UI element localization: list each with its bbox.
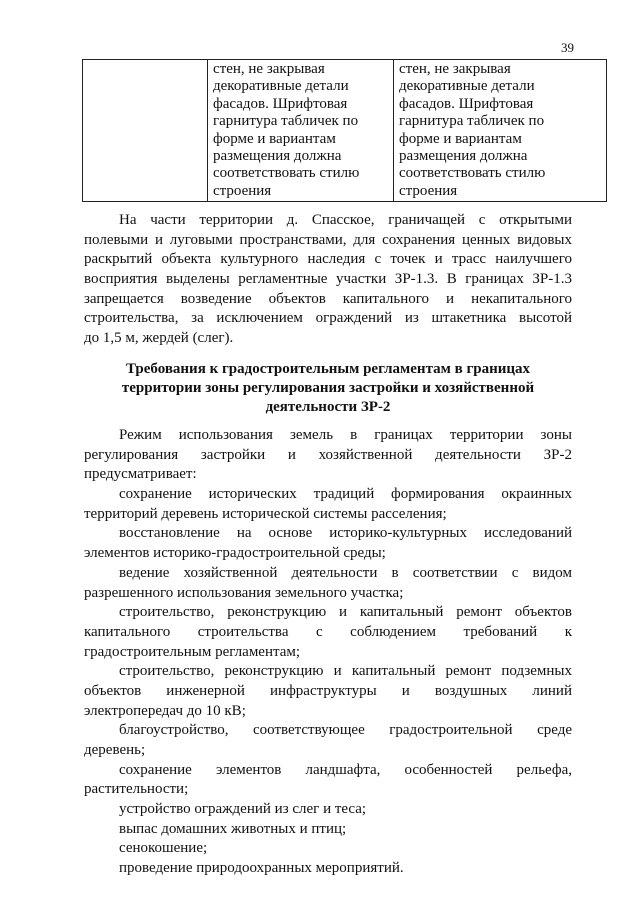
list-item-line: электропередач до 10 кВ; [84,702,246,719]
table-cell-requirement [394,60,607,202]
table-cell-line: размещения должна [213,148,342,165]
list-item-line: растительности; [84,781,189,798]
paragraph-line: предусматривает: [84,466,197,483]
paragraph-line: восприятия выделены регламентные участки ЗР-1.3. В границах ЗР-1.3 [84,271,572,288]
paragraph-line: полевыми и луговыми пространствами, для сохранения ценных видовых [84,231,572,248]
list-item-line: восстановление на основе историко-культурных исследований [119,525,572,542]
table-cell-line: декоративные детали [213,78,349,95]
paragraph-line: регулирования застройки и хозяйственной деятельности ЗР-2 [84,446,572,463]
table-cell-line: фасадов. Шрифтовая [213,95,348,112]
list-item-line: сенокошение; [119,840,208,857]
table-cell-line: стен, не закрывая [213,61,325,77]
paragraph-zr-2-regime [84,426,572,879]
list-item-line: градостроительным регламентам; [84,643,301,660]
page-number: 39 [561,40,574,55]
list-item-line: объектов инженерной инфраструктуры и воздушных линий [84,682,572,699]
list-item-line: строительство, реконструкцию и капитальный ремонт подземных [119,663,572,680]
heading-line: деятельности ЗР-2 [265,399,391,415]
paragraph-line: раскрытий объекта культурного наследия с точек и трасс наилучшего [84,251,572,268]
paragraph-line: до 1,5 м, жердей (слег). [84,330,234,347]
heading-line: Требования к градостроительным регламентам в границах [125,361,531,377]
table-cell-requirement [208,60,394,202]
section-heading [84,360,572,417]
table-cell-line: строения [399,182,458,199]
list-item-line: элементов историко-градостроительной среды; [84,545,386,562]
paragraph-line: строительства, за исключением ограждений из штакетника высотой [84,310,572,327]
table-cell-line: форме и вариантам [213,130,336,147]
list-item-line: благоустройство, соответствующее градостроительной среде [119,722,572,739]
table-cell-line: стен, не закрывая [399,61,511,77]
list-item-line: сохранение элементов ландшафта, особенностей рельефа, [119,761,572,778]
table-cell-empty [83,60,208,202]
list-item-line: деревень; [84,742,146,758]
table-row [83,60,607,202]
list-item-line: выпас домашних животных и птиц; [119,820,347,837]
list-item-line: ведение хозяйственной деятельности в соответствии с видом [119,564,572,581]
table-cell-line: размещения должна [399,148,528,165]
list-item-line: территорий деревень исторической системы расселения; [84,505,447,522]
table-cell-line: соответствовать стилю [399,165,546,182]
table-cell-line: форме и вариантам [399,130,522,147]
heading-line: территории зоны регулирования застройки и хозяйственной [121,380,535,396]
list-item-line: капитального строительства с соблюдением требований к [84,623,572,640]
list-item-line: разрешенного использования земельного участка; [84,584,404,601]
table-cell-line: соответствовать стилю [213,165,360,182]
table-cell-line: гарнитура табличек по [213,113,359,130]
list-item-line: сохранение исторических традиций формирования окраинных [119,486,572,503]
list-item-line: строительство, реконструкцию и капитальный ремонт объектов [119,604,572,621]
list-item-line: устройство ограждений из слег и теса; [119,801,367,818]
paragraph-line: На части территории д. Спасское, граничащей с открытыми [119,212,572,228]
table-cell-line: декоративные детали [399,78,535,95]
requirements-table-continuation [82,59,607,202]
paragraph-line: Режим использования земель в границах территории зоны [119,427,572,443]
list-item-line: проведение природоохранных мероприятий. [119,860,404,877]
table-cell-line: гарнитура табличек по [399,113,545,130]
paragraph-zr-1-3 [84,211,572,349]
table-cell-line: строения [213,182,272,199]
table-cell-line: фасадов. Шрифтовая [399,95,534,112]
paragraph-line: запрещается возведение объектов капитального и некапитального [84,290,572,307]
